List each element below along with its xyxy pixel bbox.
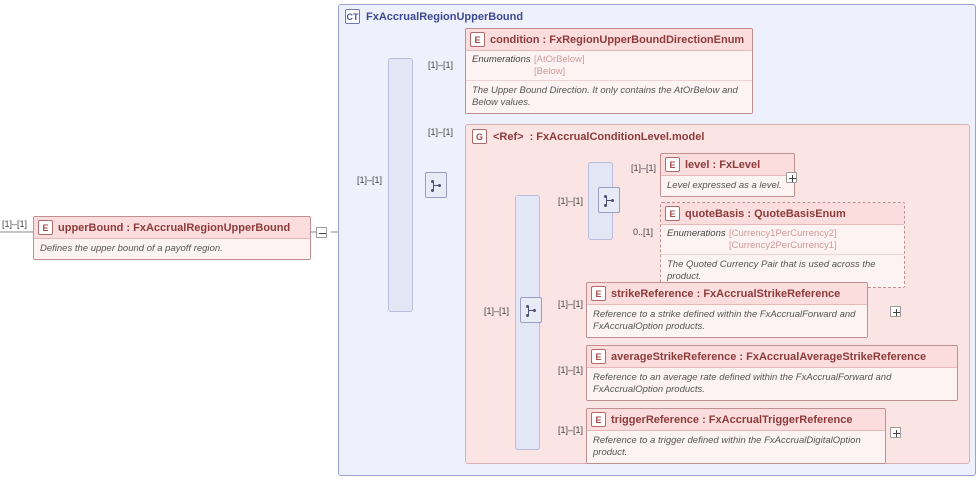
element-level[interactable] [660, 153, 795, 197]
element-quoteBasis-description: The Quoted Currency Pair that is used across the product. [661, 255, 904, 287]
sequence-bar-main [388, 58, 413, 312]
element-triggerReference[interactable] [586, 408, 886, 464]
element-condition-header [466, 29, 752, 51]
element-triggerReference-description: Reference to a trigger defined within the FxAccrualDigitalOption product. [587, 431, 885, 463]
expand-toggle-level[interactable] [786, 172, 797, 183]
element-level-description: Level expressed as a level. [661, 176, 794, 196]
compositor-sequence-main[interactable] [425, 172, 447, 198]
cardinality-inner-choice: [1]–[1] [484, 306, 510, 316]
element-upperBound-description: Defines the upper bound of a payoff region. [34, 239, 310, 259]
compositor-choice-references[interactable] [520, 297, 542, 323]
complextype-header [339, 5, 975, 28]
element-badge-icon: E [591, 286, 606, 301]
cardinality-main-outer: [1]–[1] [357, 175, 383, 185]
enum-value: [AtOrBelow] [534, 54, 585, 65]
element-badge-icon: E [38, 220, 53, 235]
element-level-header [661, 154, 794, 176]
element-badge-icon: E [665, 206, 680, 221]
expand-toggle-strikeReference[interactable] [890, 306, 901, 317]
group-ref-title: : FxAccrualConditionLevel.model [529, 130, 705, 143]
element-averageStrikeReference[interactable] [586, 345, 958, 401]
element-upperBound[interactable] [33, 216, 311, 260]
element-upperBound-header [34, 217, 310, 239]
element-strikeReference[interactable] [586, 282, 868, 338]
cardinality-level-group: [1]–[1] [558, 196, 584, 206]
element-averageStrikeReference-header [587, 346, 957, 368]
element-condition-description: The Upper Bound Direction. It only contains the AtOrBelow and Below values. [466, 81, 752, 113]
element-quoteBasis-title: quoteBasis : QuoteBasisEnum [685, 207, 846, 220]
element-strikeReference-header [587, 283, 867, 305]
element-condition-enumerations [466, 51, 752, 81]
complextype-title: FxAccrualRegionUpperBound [366, 10, 524, 23]
element-badge-icon: E [470, 32, 485, 47]
element-condition[interactable] [465, 28, 753, 114]
group-ref-label: <Ref> [493, 130, 524, 143]
element-strikeReference-title: strikeReference : FxAccrualStrikeReference [611, 287, 841, 300]
element-quoteBasis-enumerations [661, 225, 904, 255]
element-badge-icon: E [591, 412, 606, 427]
enum-value: [Below] [534, 65, 566, 77]
element-triggerReference-header [587, 409, 885, 431]
element-averageStrikeReference-title: averageStrikeReference : FxAccrualAverageStrikeReference [611, 350, 927, 363]
complextype-badge-icon: CT [345, 9, 360, 24]
enumerations-label: Enumerations [472, 54, 531, 65]
compositor-sequence-level[interactable] [598, 187, 620, 213]
element-condition-title: condition : FxRegionUpperBoundDirectionEnum [490, 33, 745, 46]
element-badge-icon: E [665, 157, 680, 172]
cardinality-root: [1]–[1] [2, 219, 28, 229]
cardinality-quoteBasis: 0..[1] [633, 227, 654, 237]
group-badge-icon: G [472, 129, 487, 144]
enum-value: [Currency1PerCurrency2] [729, 228, 837, 239]
element-badge-icon: E [591, 349, 606, 364]
enumerations-values [534, 54, 585, 78]
cardinality-group-ref: [1]–[1] [428, 127, 454, 137]
group-ref-header [466, 125, 969, 148]
cardinality-level: [1]–[1] [631, 163, 657, 173]
enumerations-label: Enumerations [667, 228, 726, 239]
cardinality-averageStrikeReference: [1]–[1] [558, 365, 584, 375]
cardinality-condition: [1]–[1] [428, 60, 454, 70]
cardinality-triggerReference: [1]–[1] [558, 425, 584, 435]
element-averageStrikeReference-description: Reference to an average rate defined within the FxAccrualForward and FxAccrualOption products. [587, 368, 957, 400]
element-quoteBasis[interactable] [660, 202, 905, 288]
enumerations-values [729, 228, 837, 252]
element-triggerReference-title: triggerReference : FxAccrualTriggerReference [611, 413, 853, 426]
expand-toggle-triggerReference[interactable] [890, 427, 901, 438]
element-quoteBasis-header [661, 203, 904, 225]
cardinality-strikeReference: [1]–[1] [558, 299, 584, 309]
element-level-title: level : FxLevel [685, 158, 761, 171]
enum-value: [Currency2PerCurrency1] [729, 239, 837, 251]
element-upperBound-title: upperBound : FxAccrualRegionUpperBound [58, 221, 291, 234]
element-strikeReference-description: Reference to a strike defined within the FxAccrualForward and FxAccrualOption products. [587, 305, 867, 337]
collapse-toggle-upperBound[interactable] [316, 227, 327, 238]
